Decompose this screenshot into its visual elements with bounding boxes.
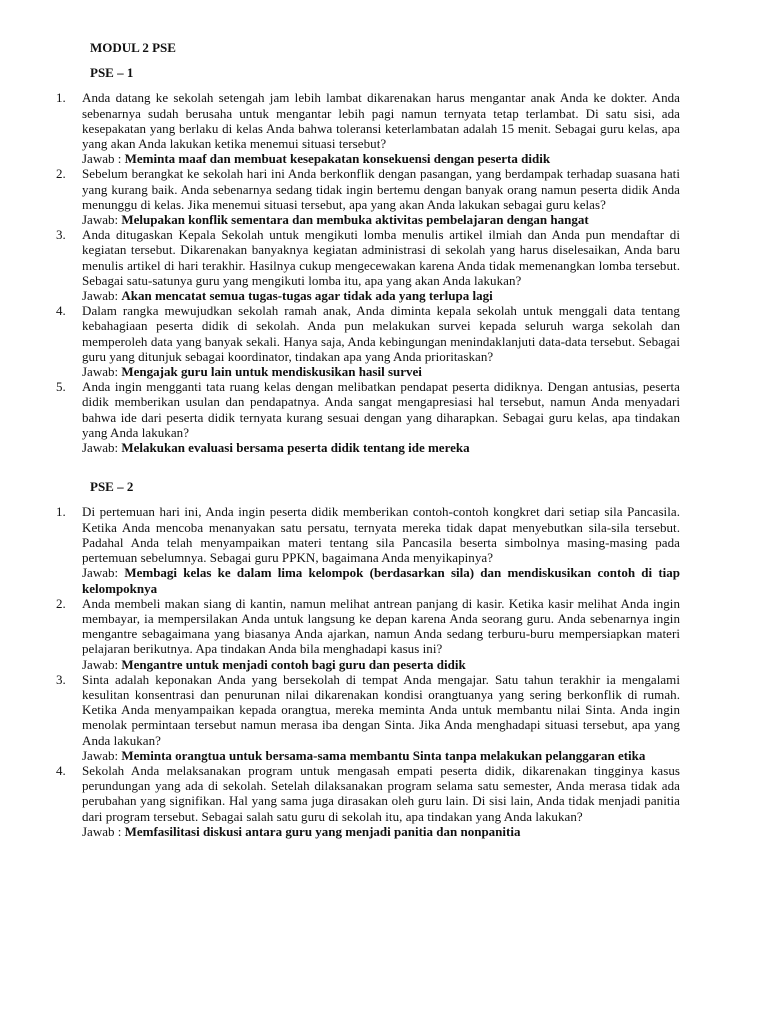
answer-text: Melakukan evaluasi bersama peserta didik tentang ide mereka <box>121 440 470 456</box>
answer-label: Jawab: <box>82 364 122 380</box>
answer-label: Jawab : <box>82 151 125 167</box>
answer-text: Membagi kelas ke dalam lima kelompok (berdasarkan sila) dan mendiskusikan contoh di tiap kelompoknya <box>82 565 680 596</box>
answer-line <box>82 565 680 595</box>
question-item <box>56 379 680 455</box>
question-number: 5. <box>56 379 66 395</box>
question-number: 2. <box>56 595 66 611</box>
question-text: Sekolah Anda melaksanakan program untuk mengasah empati peserta didik, dikarenakan tingginya kasus perundungan yang ada di sekolah. Setelah dilaksanakan program selama satu semester, Anda merasa tidak ada perubahan yang signifikan. Hal yang sama juga dirasakan oleh guru lain. Di sisi lain, Anda tidak menjadi panitia dari program tersebut. Sebagai salah satu guru di sekolah itu, apa tindakan yang Anda lakukan? <box>82 762 680 824</box>
question-item <box>56 596 680 672</box>
answer-label: Jawab: <box>82 288 122 304</box>
question-item <box>56 90 680 166</box>
question-text: Dalam rangka mewujudkan sekolah ramah anak, Anda diminta kepala sekolah untuk menggali data tentang kebahagiaan peserta didik di sekolah. Anda pun melakukan survei kepada seluruh warga sekolah dan memperoleh data yang banyak sekali. Hanya saja, Anda kebingungan menindaklanjuti data-data tersebut. Sebagai guru yang ditunjuk sebagai koordinator, tindakan apa yang Anda prioritaskan? <box>82 303 680 364</box>
answer-label: Jawab: <box>82 440 122 456</box>
document-title: MODUL 2 PSE <box>90 40 176 55</box>
question-text: Anda membeli makan siang di kantin, namun melihat antrean panjang di kasir. Ketika kasir melihat Anda ingin membayar, ia mempersilakan Anda untuk langsung ke depan karena Anda seorang guru. Anda sebenarnya ingin mengantre sebagaimana yang biasanya Anda ajarkan, namun Anda sedang terburu-buru mempersiapkan materi pelajaran berikutnya. Apa tindakan Anda bila menghadapi kasus ini? <box>82 595 680 657</box>
answer-line <box>82 151 680 166</box>
answer-text: Meminta orangtua untuk bersama-sama membantu Sinta tanpa melakukan pelanggaran etika <box>121 747 646 763</box>
answer-text: Mengantre untuk menjadi contoh bagi guru dan peserta didik <box>121 656 466 672</box>
question-number: 2. <box>56 166 66 182</box>
answer-text: Meminta maaf dan membuat kesepakatan konsekuensi dengan peserta didik <box>124 151 551 167</box>
question-number: 1. <box>56 90 66 106</box>
question-item <box>56 227 680 303</box>
question-text: Sinta adalah keponakan Anda yang bersekolah di tempat Anda mengajar. Satu tahun terakhir ia mengalami kesulitan konsentrasi dan penurunan nilai dikarenakan kondisi orangtuanya yang sering berkonflik di rumah. Ketika Anda menyampaikan kepada orangtua, mereka meminta Anda untuk membantu nilai Sinta. Anda ingin menolak permintaan tersebut namun merasa iba dengan Sinta. Jika Anda menghadapi situasi tersebut, apa yang Anda lakukan? <box>82 671 680 748</box>
question-text: Anda ditugaskan Kepala Sekolah untuk mengikuti lomba menulis artikel ilmiah dan Anda pun mendaftar di kegiatan tersebut. Dikarenakan banyaknya kegiatan administrasi di sekolah yang harus diselesaikan, Anda baru menulis artikel di hari terakhir. Hasilnya cukup mengecewakan karena Anda tidak memenangkan lomba tersebut. Sebagai satu-satunya guru yang mengikuti lomba itu, apa yang akan Anda lakukan? <box>82 227 680 288</box>
answer-text: Mengajak guru lain untuk mendiskusikan hasil survei <box>121 364 422 380</box>
answer-line <box>82 212 680 227</box>
question-number: 3. <box>56 671 66 687</box>
question-text: Sebelum berangkat ke sekolah hari ini Anda berkonflik dengan pasangan, yang berdampak terhadap suasana hati yang kurang baik. Anda sebenarnya sedang tidak ingin bertemu dengan banyak orang namun peserta didik Anda menunggu di kelas. Jika menemui situasi tersebut, apa yang akan Anda lakukan sebagai guru kelas? <box>82 166 680 212</box>
answer-line <box>82 364 680 379</box>
answer-label: Jawab: <box>82 747 122 763</box>
answer-text: Memfasilitasi diskusi antara guru yang menjadi panitia dan nonpanitia <box>124 823 521 839</box>
question-text: Anda datang ke sekolah setengah jam lebih lambat dikarenakan harus mengantar anak Anda ke dokter. Anda sebenarnya sudah berusaha untuk mengantar lebih pagi namun ternyata tetap terlambat. Di satu sisi, ada kesepakatan yang berlaku di kelas Anda bahwa toleransi keterlambatan adalah 15 menit. Sebagai guru kelas, apa yang akan Anda lakukan ketika menemui situasi tersebut? <box>82 90 680 152</box>
question-number: 3. <box>56 227 66 243</box>
answer-text: Akan mencatat semua tugas-tugas agar tidak ada yang terlupa lagi <box>121 288 493 304</box>
question-number: 4. <box>56 762 66 778</box>
question-number: 4. <box>56 303 66 319</box>
question-text: Anda ingin mengganti tata ruang kelas dengan melibatkan pendapat peserta didiknya. Dengan antusias, peserta didik memberikan usulan dan pendapatnya. Anda sangat mengapresiasi hal tersebut, namun Anda menyadari bahwa ide dari peserta didik ternyata kurang sesuai dengan yang diharapkan. Sebagai guru kelas, apa tindakan yang Anda lakukan? <box>82 379 680 440</box>
question-item <box>56 166 680 227</box>
answer-text: Melupakan konflik sementara dan membuka aktivitas pembelajaran dengan hangat <box>121 212 589 228</box>
question-list-pse-2 <box>56 504 680 838</box>
answer-label: Jawab : <box>82 823 125 839</box>
question-item <box>56 672 680 763</box>
question-list-pse-1 <box>56 90 680 455</box>
section-heading-pse-2: PSE – 2 <box>90 479 134 495</box>
question-number: 1. <box>56 504 66 520</box>
question-item <box>56 303 680 379</box>
answer-label: Jawab: <box>82 565 125 581</box>
question-item <box>56 504 680 595</box>
answer-label: Jawab: <box>82 212 122 228</box>
answer-label: Jawab: <box>82 656 122 672</box>
question-text: Di pertemuan hari ini, Anda ingin peserta didik memberikan contoh-contoh kongkret dari setiap sila Pancasila. Ketika Anda mencoba menanyakan satu persatu, ternyata mereka tidak dapat menyebutkan sila-sila tersebut. Padahal Anda telah menyampaikan materi tentang sila Pancasila beserta simbolnya masing-masing pada pertemuan sebelumnya. Sebagai guru PPKN, bagaimana Anda menyikapinya? <box>82 504 680 566</box>
section-heading-pse-1: PSE – 1 <box>90 65 134 81</box>
answer-line <box>82 440 680 455</box>
question-item <box>56 763 680 839</box>
answer-line <box>82 288 680 303</box>
answer-line <box>82 748 680 763</box>
answer-line <box>82 657 680 672</box>
answer-line <box>82 824 680 839</box>
